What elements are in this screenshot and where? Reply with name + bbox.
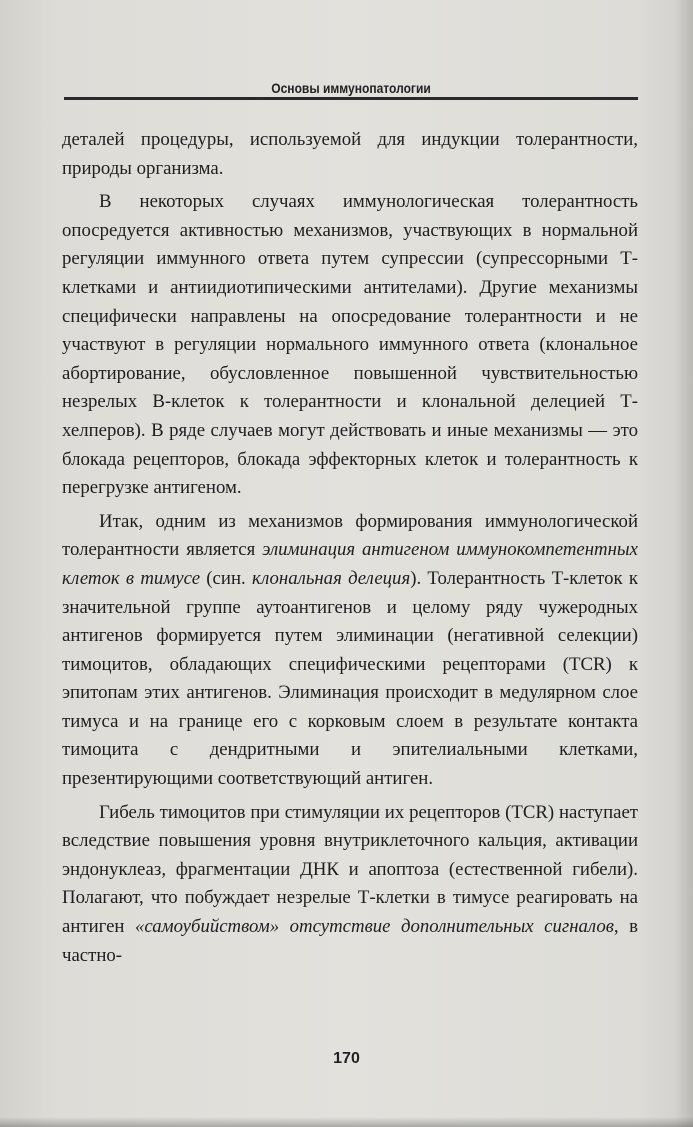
page-bottom-shadow (0, 1117, 693, 1127)
body-text (62, 126, 638, 970)
paragraph-3-text-1: Итак, одним из механизмов формирования иммунологической толерантности является (62, 510, 638, 561)
page-number: 170 (333, 1050, 360, 1067)
page-edge-shadow (675, 0, 693, 1127)
paragraph-4 (62, 799, 638, 971)
paragraph-3-text-3: ). Толерантность Т-клеток к значительной группе аутоантигенов и целому ряду чужеродных антигенов формируется путем элиминации (негативной селекции) тимоцитов, обладающих специфическими рецепторами (TCR) к эпитопам этих антигенов. Элиминация происходит в медулярном слое тимуса и на границе его с корковым слоем в результате контакта тимоцита с дендритными и эпителиальными клетками, презентирующими соответствующий антиген. (62, 567, 639, 790)
paragraph-1: деталей процедуры, используемой для индукции толерантности, природы организма. (62, 129, 638, 179)
paragraph-3-italic-synonym: клональная делеция (251, 567, 411, 589)
paragraph-4-italic-phrase: «самоубийством» отсутствие дополнительных сигналов (135, 916, 614, 938)
paragraph-3-italic-term: элиминация антигеном иммунокомпетентных клеток в тимусе (62, 539, 638, 589)
paragraph-3 (62, 508, 638, 794)
paragraph-2: В некоторых случаях иммунологическая толерантность опосредуется активностью механизмов, участвующих в нормальной регуляции иммунного ответа путем супрессии (супрессорными Т-клетками и антиидиотипическими антителами). Другие механизмы специфически направлены на опосредование толерантности и не участвуют в регуляции нормального иммунного ответа (клональное абортирование, обусловленное повышенной чувствительностью незрелых В-клеток к толерантности и клональной делецией Т-хелперов). В ряде случаев могут действовать и иные механизмы — это блокада рецепторов, блокада эффекторных клеток и толерантность к перегрузке антигеном. (62, 191, 638, 499)
paragraph-4-text-2: , в частно- (62, 916, 639, 966)
paragraph-4-text-1: Гибель тимоцитов при стимуляции их рецепторов (TCR) наступает вследствие повышения уровня внутриклеточного кальция, активации эндонуклеаз, фрагментации ДНК и апоптоза (естественной гибели). Полагают, что побуждает незрелые Т-клетки в тимусе реагировать на антиген (62, 801, 638, 938)
paragraph-3-text-2: (син. (200, 567, 252, 589)
running-header: Основы иммунопатологии (271, 80, 431, 96)
header-rule (64, 97, 638, 100)
